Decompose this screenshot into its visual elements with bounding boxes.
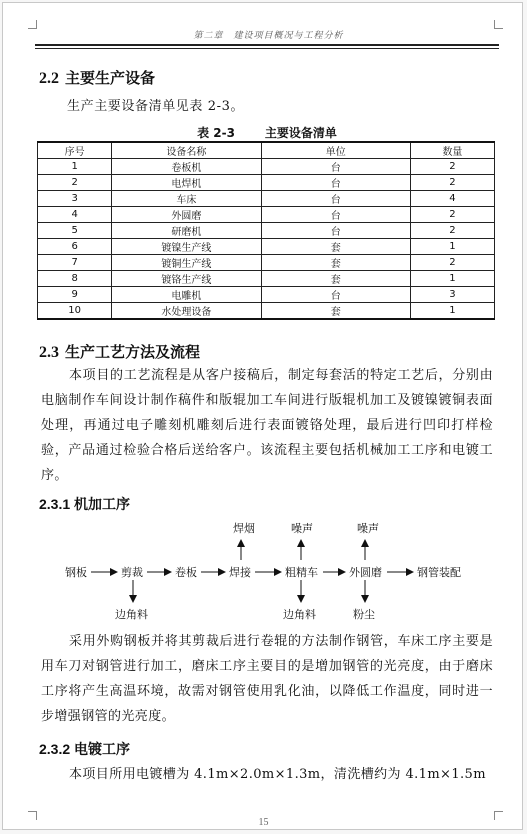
cell-no: 5 [38,223,112,239]
cell-qty: 2 [410,255,494,271]
flow-step: 外圆磨 [349,566,382,579]
cell-qty: 1 [410,303,494,320]
emission-label: 噪声 [357,522,379,535]
machining-flow-diagram [43,516,483,630]
flow-step: 钢板 [65,566,87,579]
cell-no: 9 [38,287,112,303]
flow-step: 钢管装配 [417,566,461,579]
section-number: 2.2 [39,70,59,87]
emission-label: 粉尘 [353,608,375,621]
emission-label: 边角料 [115,608,148,621]
section-number: 2.3.1 [39,496,71,512]
cell-qty: 4 [410,191,494,207]
cell-no: 4 [38,207,112,223]
flow-step: 粗精车 [285,566,318,579]
cell-unit: 台 [261,175,410,191]
cell-qty: 2 [410,207,494,223]
running-header: 第二章 建设项目概况与工程分析 [193,31,344,41]
cell-name: 镀铬生产线 [112,271,261,287]
cell-name: 电雕机 [112,287,261,303]
cell-qty: 2 [410,223,494,239]
crop-mark [28,20,37,29]
cell-name: 研磨机 [112,223,261,239]
cell-no: 8 [38,271,112,287]
flow-step: 剪裁 [121,566,143,579]
table-row [38,271,495,287]
section-number: 2.3 [39,344,59,361]
section-title: 电镀工序 [74,741,131,757]
emission-label: 噪声 [291,522,313,535]
intro-paragraph: 生产主要设备清单见表 2-3。 [67,99,245,114]
flow-step: 焊接 [229,566,251,579]
cell-unit: 台 [261,207,410,223]
cell-unit: 套 [261,239,410,255]
cell-unit: 台 [261,159,410,175]
cell-no: 6 [38,239,112,255]
table-row [38,287,495,303]
table-row [38,159,495,175]
cell-unit: 套 [261,271,410,287]
cell-unit: 套 [261,303,410,320]
table-caption-title: 主要设备清单 [264,126,337,140]
machining-paragraph: 采用外购钢板并将其剪裁后进行卷辊的方法制作钢管，车床工序主要是用车刀对钢管进行加工，磨床工序主要目的是增加钢管的光亮度，由于磨床工序将产生高温环境，故需对钢管使用乳化油，以降低工作温度，同时进一步增强钢管的光亮度。 [41,634,493,724]
column-header-unit: 单位 [261,142,410,159]
table-row [38,239,495,255]
table-row [38,191,495,207]
table-row [38,255,495,271]
cell-name: 镀铜生产线 [112,255,261,271]
cell-name: 镀镍生产线 [112,239,261,255]
table-row [38,223,495,239]
cell-no: 3 [38,191,112,207]
table-row [38,303,495,320]
equipment-table [37,141,495,320]
section-title: 机加工序 [74,496,131,512]
cell-name: 水处理设备 [112,303,261,320]
section-title: 生产工艺方法及流程 [65,343,201,361]
cell-no: 7 [38,255,112,271]
table-row [38,175,495,191]
cell-no: 10 [38,303,112,320]
section-heading-2-2 [39,67,155,88]
cell-qty: 2 [410,159,494,175]
cell-qty: 1 [410,239,494,255]
cell-qty: 3 [410,287,494,303]
table-header-row [38,142,495,159]
table-row [38,207,495,223]
flow-step: 卷板 [175,566,197,579]
crop-mark [494,20,503,29]
cell-no: 2 [38,175,112,191]
column-header-no: 序号 [38,142,112,159]
emission-label: 焊烟 [233,522,255,535]
section-heading-2-3-2 [39,739,130,759]
cell-name: 卷板机 [112,159,261,175]
section-heading-2-3 [39,341,200,362]
process-paragraph: 本项目的工艺流程是从客户接稿后，制定每套活的特定工艺后，分别由电脑制作车间设计制作稿件和版辊加工车间进行版辊机加工及镀镍镀铜表面处理，再通过电子雕刻机雕刻后进行表面镀铬处理，最后进行凹印打样检验，产品通过检验合格后送给客户。该流程主要包括机械加工工序和电镀工序。 [41,368,493,483]
cell-no: 1 [38,159,112,175]
cell-qty: 2 [410,175,494,191]
header-rule [35,44,499,46]
page-number: 15 [258,817,269,828]
cell-name: 电焊机 [112,175,261,191]
cell-unit: 套 [261,255,410,271]
section-title: 主要生产设备 [65,69,156,87]
cell-unit: 台 [261,191,410,207]
plating-paragraph: 本项目所用电镀槽为 4.1m×2.0m×1.3m，清洗槽约为 4.1m×1.5m [69,767,486,782]
cell-name: 外圆磨 [112,207,261,223]
section-number: 2.3.2 [39,741,71,757]
section-heading-2-3-1 [39,494,130,514]
cell-qty: 1 [410,271,494,287]
column-header-name: 设备名称 [112,142,261,159]
document-page [2,2,523,830]
emission-label: 边角料 [283,608,316,621]
column-header-qty: 数量 [410,142,494,159]
cell-unit: 台 [261,223,410,239]
header-rule [35,48,499,49]
table-caption-number: 表 2-3 [197,126,235,140]
cell-name: 车床 [112,191,261,207]
table-caption [41,124,493,141]
cell-unit: 台 [261,287,410,303]
